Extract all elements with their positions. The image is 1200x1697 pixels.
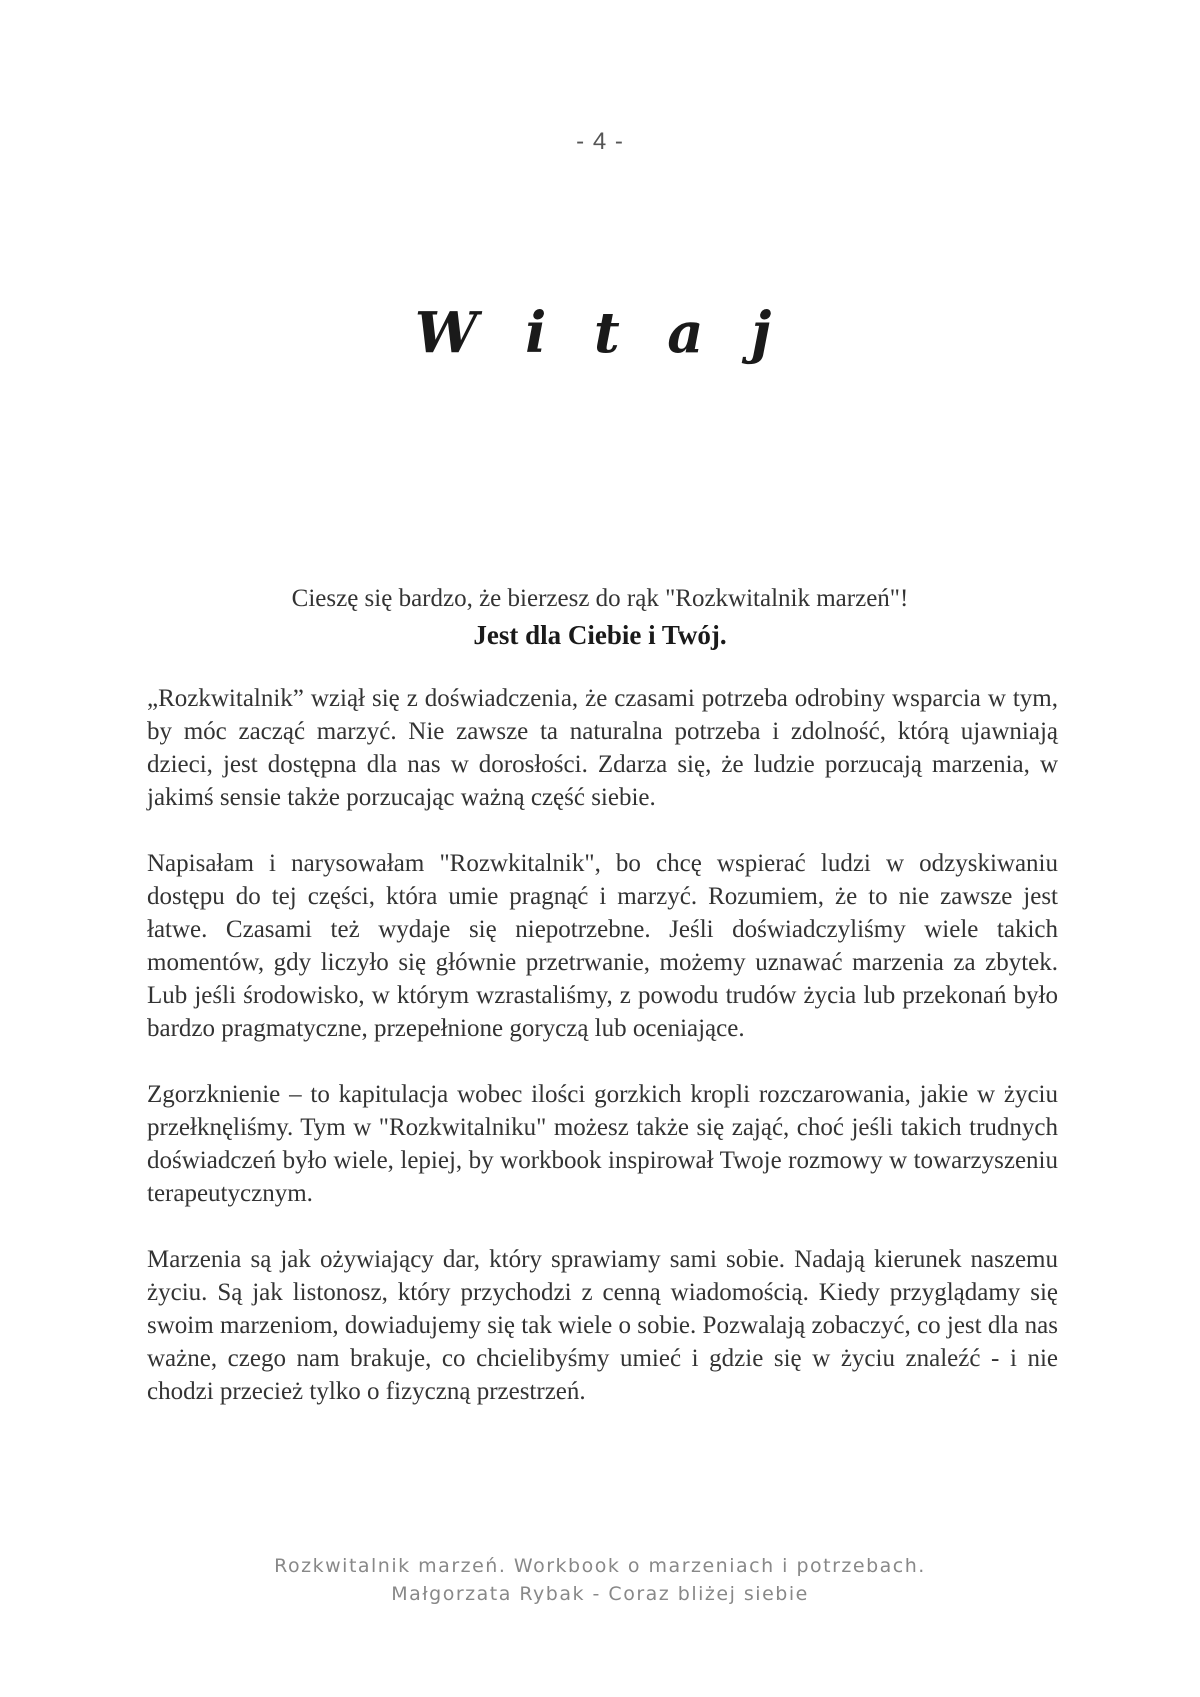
intro-line: Cieszę się bardzo, że bierzesz do rąk "Rozkwitalnik marzeń"! [291, 585, 909, 612]
footer-line-title: Rozkwitalnik marzeń. Workbook o marzeniach i potrzebach. [274, 1555, 926, 1577]
footer-line-author: Małgorzata Rybak - Coraz bliżej siebie [391, 1583, 809, 1605]
paragraph-1: „Rozkwitalnik” wziął się z doświadczenia, że czasami potrzeba odrobiny wsparcia w tym, by móc zacząć marzyć. Nie zawsze ta naturalna potrzeba i zdolność, którą ujawniają dzieci, jest dostępna dla nas w dorosłości. Zdarza się, że ludzie porzucają marzenia, w jakimś sensie także porzucając ważną część siebie. [147, 685, 1058, 811]
intro [0, 582, 1200, 654]
page-title: W i t a j [414, 300, 786, 366]
paragraph-2: Napisałam i narysowałam "Rozwkitalnik", bo chcę wspierać ludzi w odzyskiwaniu dostępu do tej części, która umie pragnąć i marzyć. Rozumiem, że to nie zawsze jest łatwe. Czasami też wydaje się niepotrzebne. Jeśli doświadczyliśmy wiele takich momentów, gdy liczyło się głównie przetrwanie, możemy uznawać marzenia za zbytek. Lub jeśli środowisko, w którym wzrastaliśmy, z powodu trudów życia lub przekonań było bardzo pragmatyczne, przepełnione goryczą lub oceniające. [147, 850, 1058, 1042]
paragraph-4: Marzenia są jak ożywiający dar, który sprawiamy sami sobie. Nadają kierunek naszemu życiu. Są jak listonosz, który przychodzi z cenną wiadomością. Kiedy przyglądamy się swoim marzeniom, dowiadujemy się tak wiele o sobie. Pozwalają zobaczyć, co jest dla nas ważne, czego nam brakuje, co chcielibyśmy umieć i gdzie się w życiu znaleźć - i nie chodzi przecież tylko o fizyczną przestrzeń. [147, 1246, 1058, 1405]
intro-highlight: Jest dla Ciebie i Twój. [473, 620, 727, 650]
page-number: - 4 - [576, 128, 624, 155]
footer [0, 1552, 1200, 1608]
body-text [147, 682, 1058, 1441]
paragraph-3: Zgorzknienie – to kapitulacja wobec ilości gorzkich kropli rozczarowania, jakie w życiu przełknęliśmy. Tym w "Rozkwitalniku" możesz także się zająć, choć jeśli takich trudnych doświadczeń było wiele, lepiej, by workbook inspirował Twoje rozmowy w towarzyszeniu terapeutycznym. [147, 1081, 1058, 1207]
